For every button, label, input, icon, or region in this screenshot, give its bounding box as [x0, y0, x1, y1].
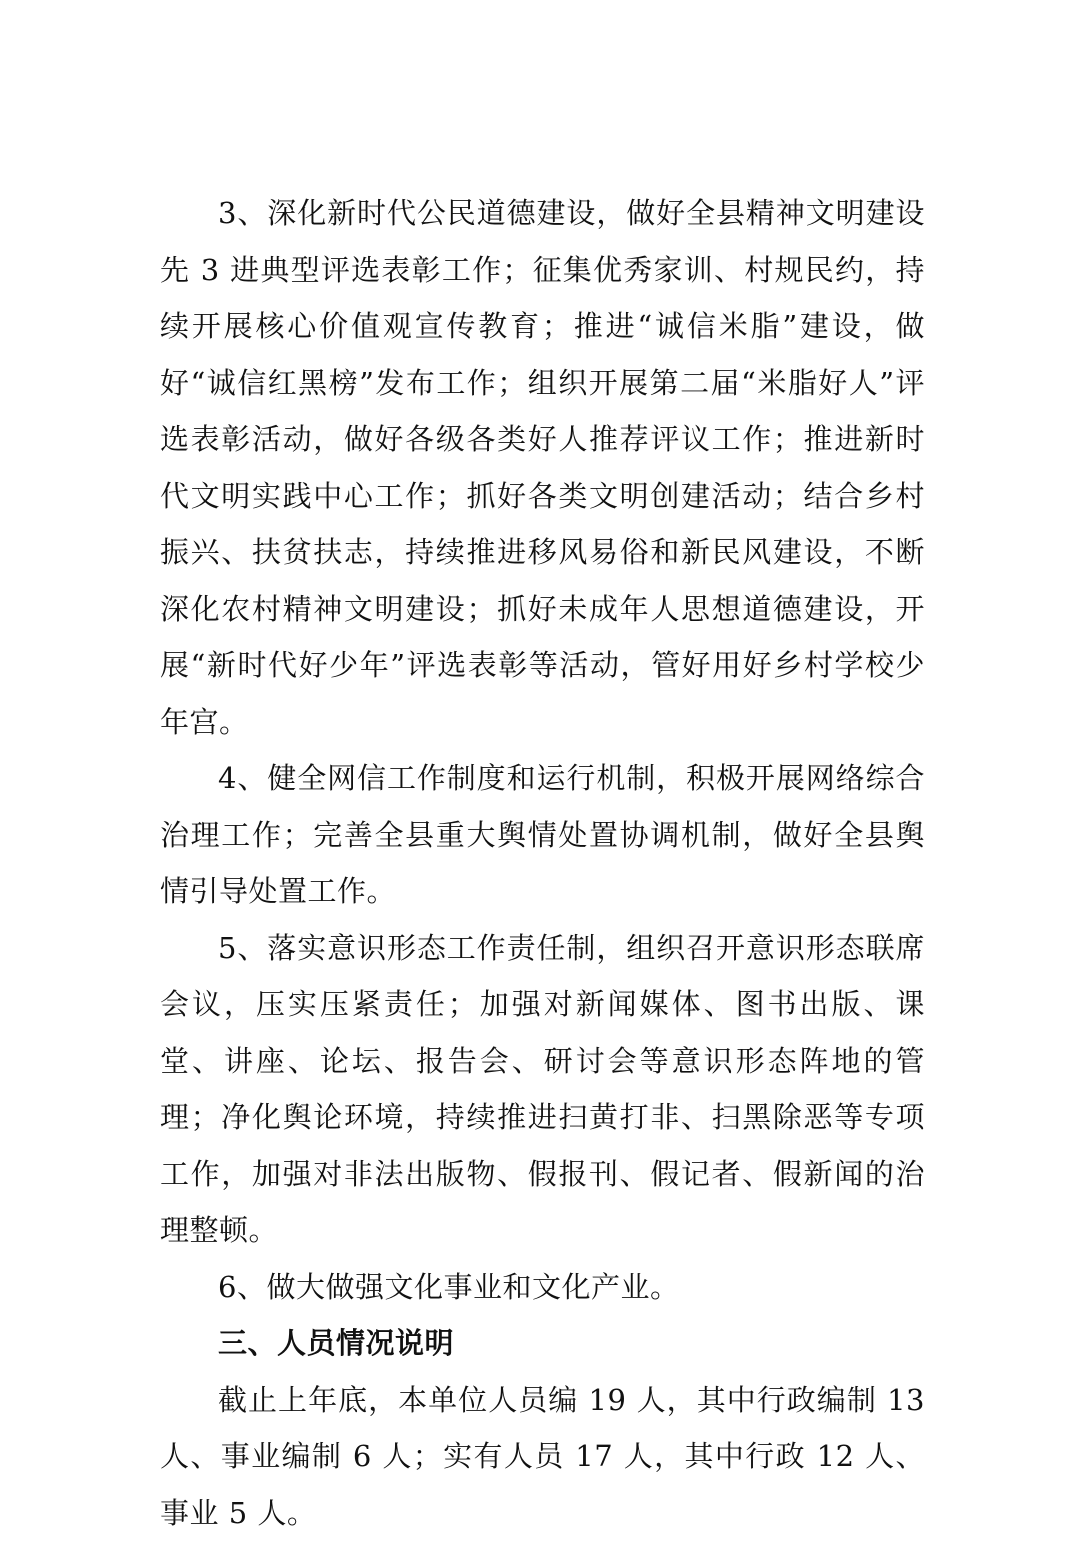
section-heading: 三、人员情况说明 [160, 1315, 925, 1372]
paragraph-item-5: 5、落实意识形态工作责任制，组织召开意识形态联席会议，压实压紧责任；加强对新闻媒体、图书出版、课堂、讲座、论坛、报告会、研讨会等意识形态阵地的管理；净化舆论环境，持续推进扫黄打非、扫黑除恶等专项工作，加强对非法出版物、假报刊、假记者、假新闻的治理整顿。 [160, 920, 925, 1259]
paragraph-item-4: 4、健全网信工作制度和运行机制，积极开展网络综合治理工作；完善全县重大舆情处置协调机制，做好全县舆情引导处置工作。 [160, 750, 925, 920]
paragraph-item-3: 3、深化新时代公民道德建设，做好全县精神文明建设先 3 进典型评选表彰工作；征集优秀家训、村规民约，持续开展核心价值观宣传教育；推进“诚信米脂”建设，做好“诚信红黑榜”发布工作；组织开展第二届“米脂好人”评选表彰活动，做好各级各类好人推荐评议工作；推进新时代文明实践中心工作；抓好各类文明创建活动；结合乡村振兴、扶贫扶志，持续推进移风易俗和新民风建设，不断深化农村精神文明建设；抓好未成年人思想道德建设，开展“新时代好少年”评选表彰等活动，管好用好乡村学校少年宫。 [160, 185, 925, 750]
paragraph-item-6: 6、做大做强文化事业和文化产业。 [160, 1259, 925, 1316]
staff-paragraph: 截止上年底，本单位人员编 19 人，其中行政编制 13 人、事业编制 6 人；实有人员 17 人，其中行政 12 人、事业 5 人。 [160, 1372, 925, 1541]
document-body [160, 185, 925, 1541]
